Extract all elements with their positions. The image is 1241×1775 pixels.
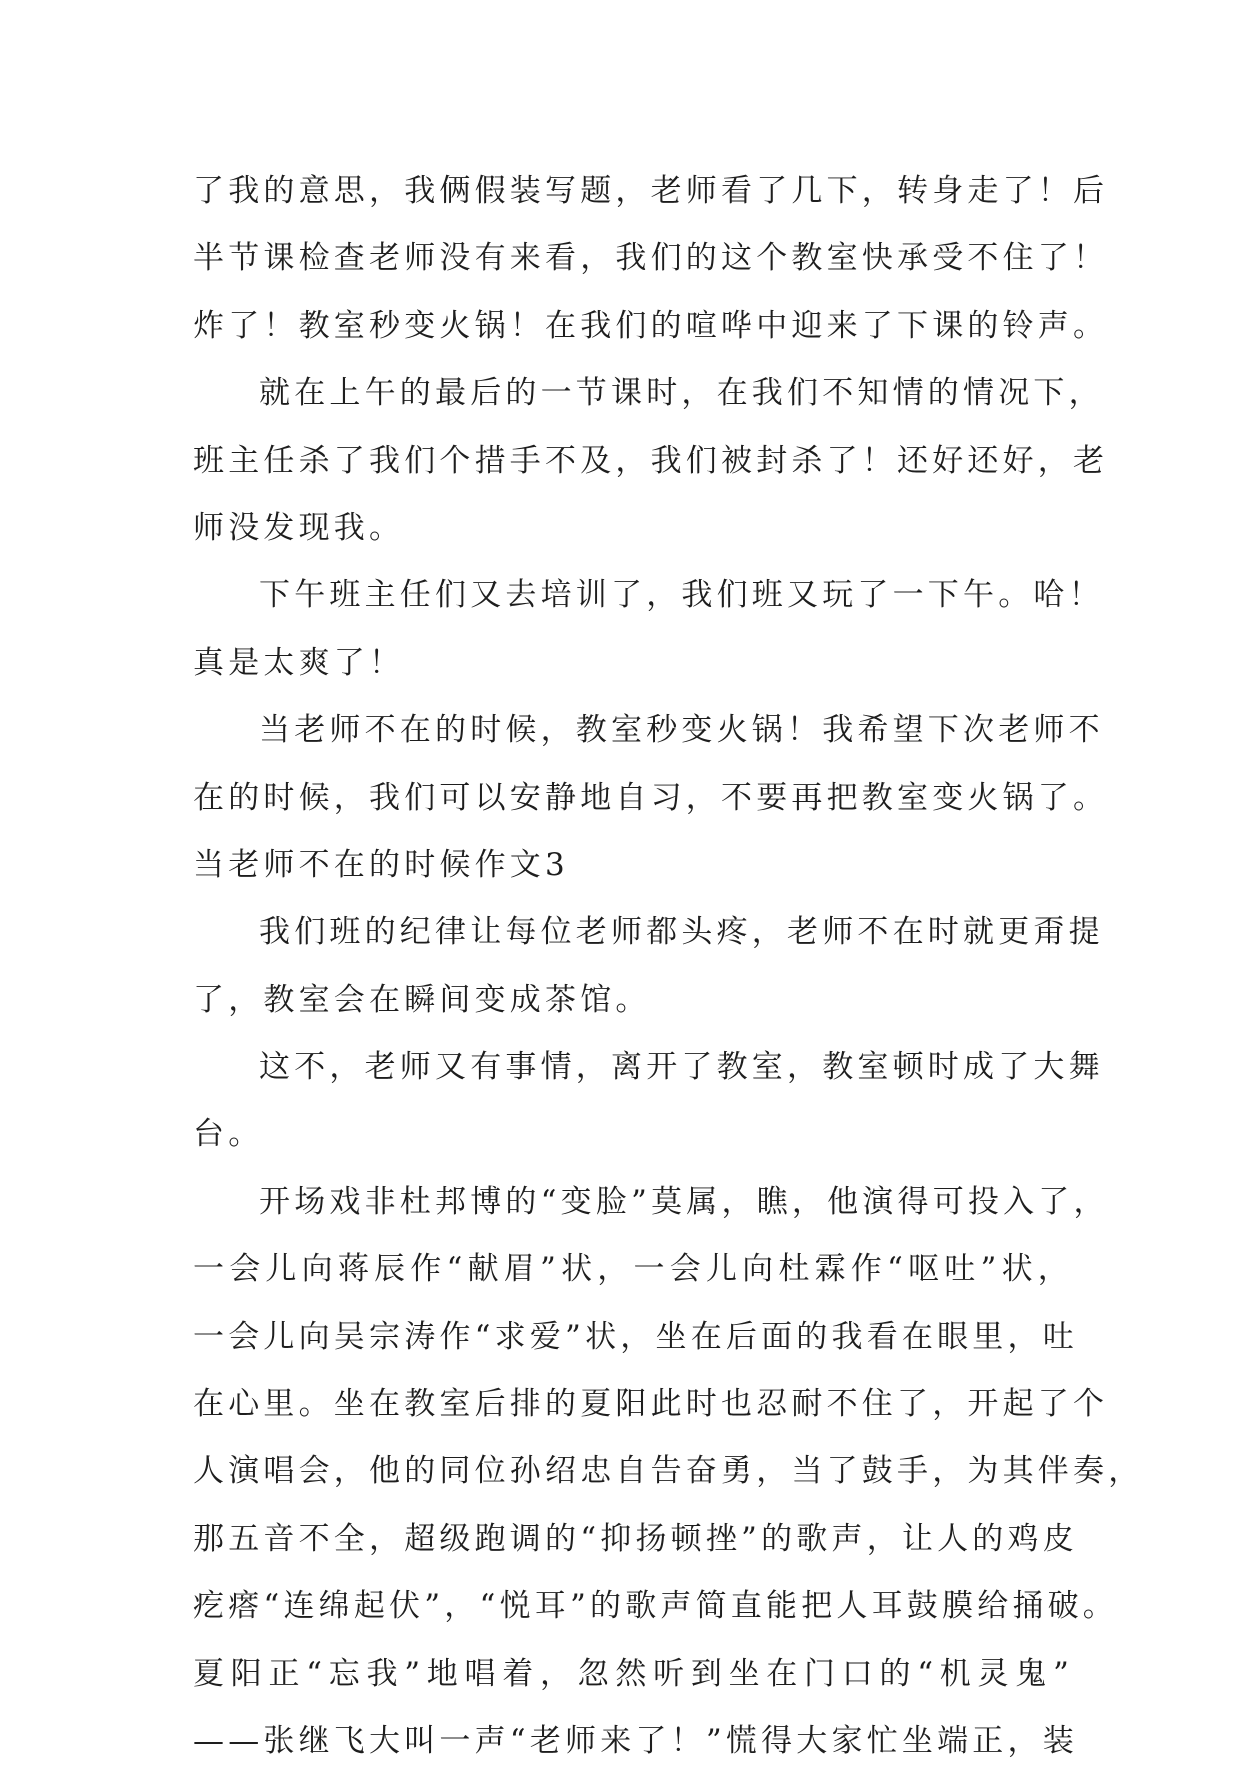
text-line: 在心里。坐在教室后排的夏阳此时也忍耐不住了，开起了个 xyxy=(193,1386,1109,1423)
text-line: 一会儿向吴宗涛作“求爱”状，坐在后面的我看在眼里，吐 xyxy=(193,1318,1078,1355)
text-line: 这不，老师又有事情，离开了教室，教室顿时成了大舞 xyxy=(259,1049,1104,1086)
text-line: 开场戏非杜邦博的“变脸”莫属，瞧，他演得可投入了， xyxy=(259,1183,1109,1220)
text-line: ——张继飞大叫一声“老师来了！”慌得大家忙坐端正，装 xyxy=(193,1722,1078,1759)
text-line: 师没发现我。 xyxy=(193,509,405,546)
text-line: 人演唱会，他的同位孙绍忠自告奋勇，当了鼓手，为其伴奏， xyxy=(193,1453,1144,1490)
text-line: 台。 xyxy=(193,1116,264,1153)
text-line: 夏阳正“忘我”地唱着，忽然听到坐在门口的“机灵鬼” xyxy=(193,1655,1073,1692)
text-line: 当老师不在的时候，教室秒变火锅！我希望下次老师不 xyxy=(259,712,1104,749)
text-line: 真是太爽了！ xyxy=(193,644,405,681)
text-line: 了，教室会在瞬间变成茶馆。 xyxy=(193,981,651,1018)
text-line: 班主任杀了我们个措手不及，我们被封杀了！还好还好，老 xyxy=(193,442,1109,479)
text-line: 了我的意思，我俩假装写题，老师看了几下，转身走了！后 xyxy=(193,173,1109,209)
text-line: 在的时候，我们可以安静地自习，不要再把教室变火锅了。 xyxy=(193,779,1109,816)
text-line: 那五音不全，超级跑调的“抑扬顿挫”的歌声，让人的鸡皮 xyxy=(193,1520,1078,1557)
text-line: 就在上午的最后的一节课时，在我们不知情的情况下， xyxy=(259,375,1104,412)
text-line: 我们班的纪律让每位老师都头疼，老师不在时就更甭提 xyxy=(259,914,1104,951)
text-line: 下午班主任们又去培训了，我们班又玩了一下午。哈！ xyxy=(259,577,1104,614)
text-line: 半节课检查老师没有来看，我们的这个教室快承受不住了！ xyxy=(193,240,1109,277)
section-heading: 当老师不在的时候作文3 xyxy=(193,846,569,883)
text-line: 疙瘩“连绵起伏”，“悦耳”的歌声简直能把人耳鼓膜给捅破。 xyxy=(193,1588,1118,1625)
text-line: 一会儿向蒋辰作“献眉”状，一会儿向杜霖作“呕吐”状， xyxy=(193,1251,1073,1288)
text-line: 炸了！教室秒变火锅！在我们的喧哗中迎来了下课的铃声。 xyxy=(193,307,1109,344)
essay-text xyxy=(193,158,1144,1775)
